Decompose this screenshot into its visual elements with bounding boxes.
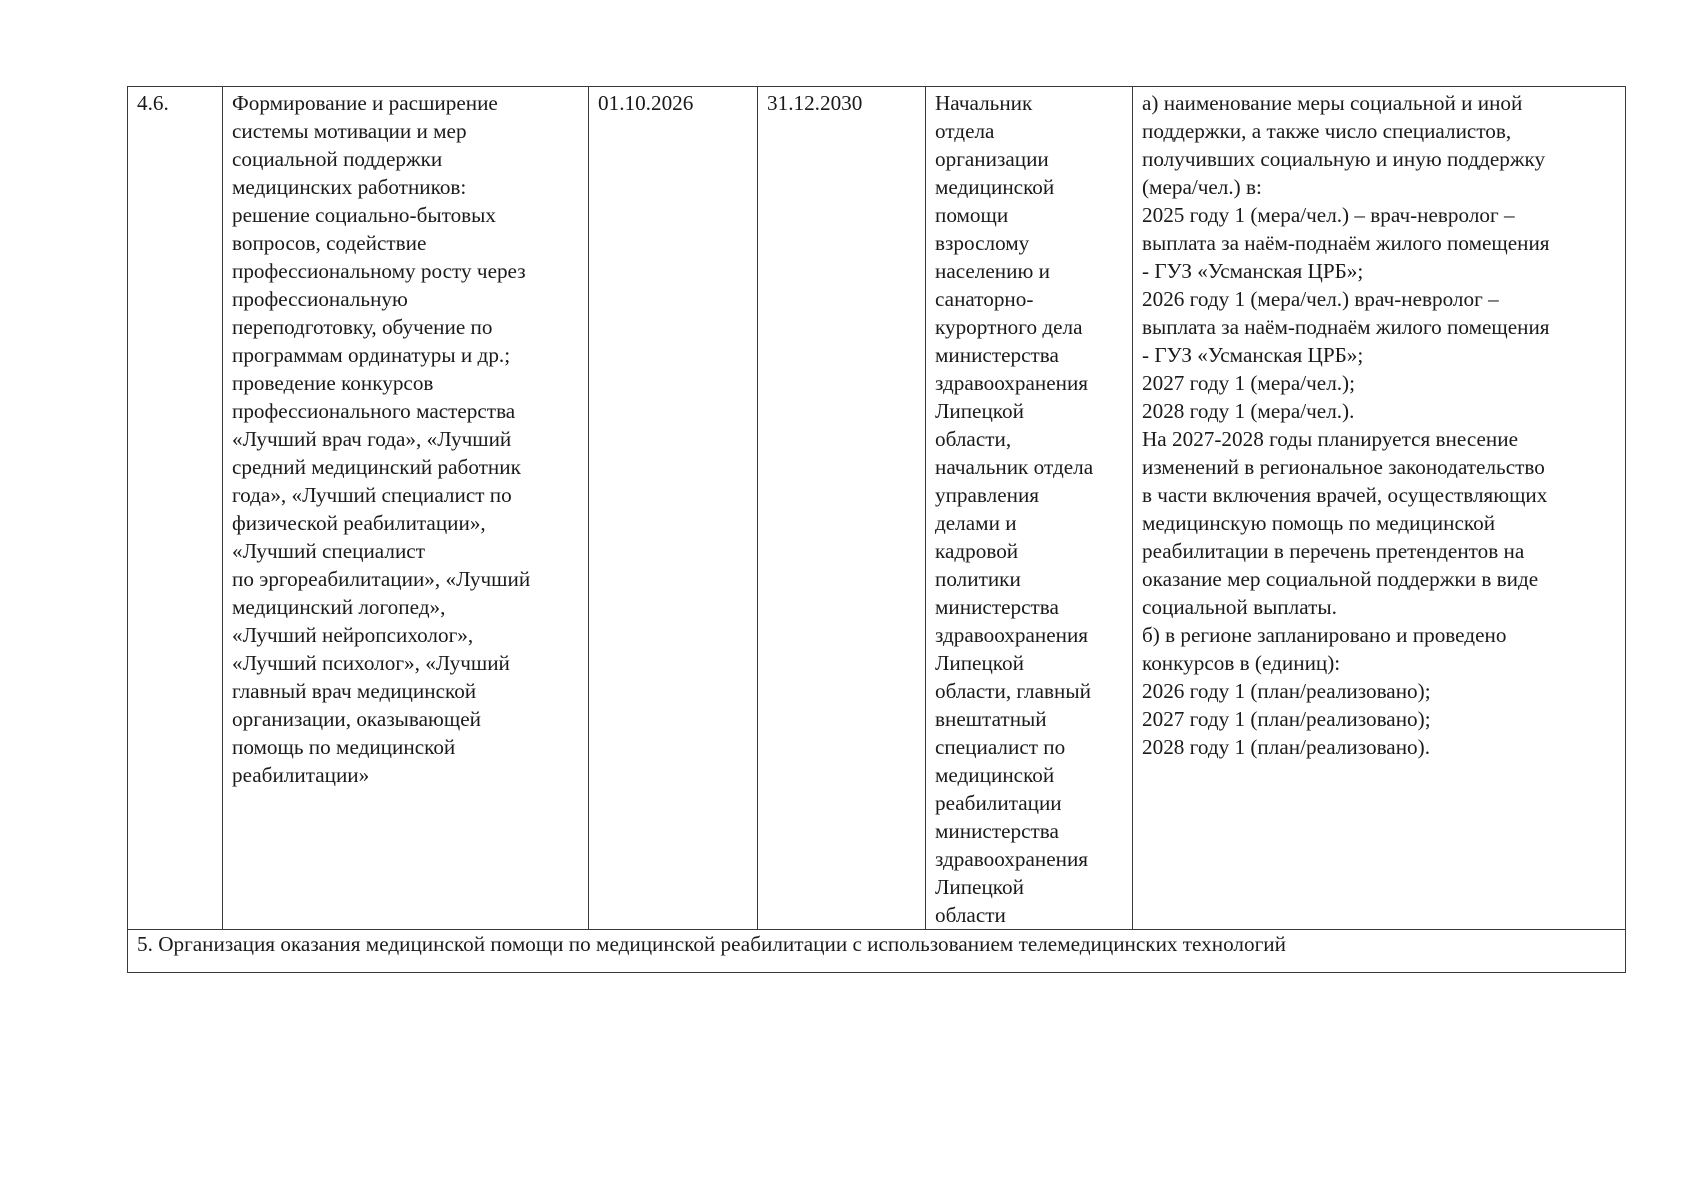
cell-text-line: делами и bbox=[935, 511, 1017, 535]
row-number-cell bbox=[128, 87, 223, 930]
cell-text-line: проведение конкурсов bbox=[232, 371, 434, 395]
cell-text-line: области, bbox=[935, 427, 1012, 451]
measures-table bbox=[127, 86, 1626, 973]
cell-text-line: «Лучший нейропсихолог», bbox=[232, 623, 474, 647]
cell-text-line: профессиональную bbox=[232, 287, 408, 311]
cell-text-line: главный врач медицинской bbox=[232, 679, 477, 703]
cell-text-line: 2028 году 1 (план/реализовано). bbox=[1142, 735, 1430, 759]
section-row bbox=[128, 930, 1626, 973]
cell-text-line: министерства bbox=[935, 595, 1059, 619]
row-number: 4.6. bbox=[137, 91, 169, 115]
cell-text-line: реабилитации» bbox=[232, 763, 370, 787]
cell-text-line: 2028 году 1 (мера/чел.). bbox=[1142, 399, 1355, 423]
cell-text-line: 2026 году 1 (план/реализовано); bbox=[1142, 679, 1431, 703]
cell-text-line: выплата за наём-поднаём жилого помещения bbox=[1142, 231, 1550, 255]
cell-text-line: социальной выплаты. bbox=[1142, 595, 1337, 619]
cell-text-line: На 2027-2028 годы планируется внесение bbox=[1142, 427, 1518, 451]
cell-text-line: Формирование и расширение bbox=[232, 91, 498, 115]
cell-text-line: (мера/чел.) в: bbox=[1142, 175, 1262, 199]
cell-text-line: профессионального мастерства bbox=[232, 399, 516, 423]
cell-text-line: реабилитации в перечень претендентов на bbox=[1142, 539, 1525, 563]
table-row bbox=[128, 87, 1626, 930]
cell-text-line: программам ординатуры и др.; bbox=[232, 343, 511, 367]
cell-text-line: внештатный bbox=[935, 707, 1047, 731]
cell-text-line: изменений в региональное законодательство bbox=[1142, 455, 1545, 479]
cell-text-line: населению и bbox=[935, 259, 1050, 283]
cell-text-line: области, главный bbox=[935, 679, 1091, 703]
cell-text-line: здравоохранения bbox=[935, 623, 1089, 647]
cell-text-line: 2027 году 1 (план/реализовано); bbox=[1142, 707, 1431, 731]
responsible-cell bbox=[926, 87, 1133, 930]
cell-text-line: управления bbox=[935, 483, 1040, 507]
cell-text-line: помощи bbox=[935, 203, 1009, 227]
start-date: 01.10.2026 bbox=[598, 91, 694, 115]
cell-text-line: переподготовку, обучение по bbox=[232, 315, 493, 339]
cell-text-line: реабилитации bbox=[935, 791, 1062, 815]
cell-text-line: по эргореабилитации», «Лучший bbox=[232, 567, 531, 591]
cell-text-line: «Лучший психолог», «Лучший bbox=[232, 651, 510, 675]
cell-text-line: министерства bbox=[935, 343, 1059, 367]
cell-text-line: начальник отдела bbox=[935, 455, 1094, 479]
cell-text-line: министерства bbox=[935, 819, 1059, 843]
cell-text-line: медицинский логопед», bbox=[232, 595, 446, 619]
cell-text-line: вопросов, содействие bbox=[232, 231, 427, 255]
cell-text-line: области bbox=[935, 903, 1006, 927]
cell-text-line: 2026 году 1 (мера/чел.) врач-невролог – bbox=[1142, 287, 1499, 311]
cell-text-line: средний медицинский работник bbox=[232, 455, 521, 479]
cell-text-line: профессиональному росту через bbox=[232, 259, 526, 283]
end-date-cell bbox=[758, 87, 926, 930]
cell-text-line: взрослому bbox=[935, 231, 1030, 255]
cell-text-line: кадровой bbox=[935, 539, 1019, 563]
cell-text-line: медицинской bbox=[935, 763, 1055, 787]
cell-text-line: - ГУЗ «Усманская ЦРБ»; bbox=[1142, 343, 1364, 367]
cell-text-line: Липецкой bbox=[935, 399, 1024, 423]
cell-text-line: «Лучший врач года», «Лучший bbox=[232, 427, 512, 451]
cell-text-line: организации bbox=[935, 147, 1049, 171]
cell-text-line: получивших социальную и иную поддержку bbox=[1142, 147, 1546, 171]
cell-text-line: помощь по медицинской bbox=[232, 735, 456, 759]
cell-text-line: Липецкой bbox=[935, 651, 1024, 675]
cell-text-line: «Лучший специалист bbox=[232, 539, 425, 563]
activity-cell bbox=[223, 87, 589, 930]
cell-text-line: медицинской bbox=[935, 175, 1055, 199]
cell-text-line: Липецкой bbox=[935, 875, 1024, 899]
result-cell bbox=[1133, 87, 1626, 930]
section-title: 5. Организация оказания медицинской помощи по медицинской реабилитации с использованием телемедицинских технологий bbox=[137, 932, 1286, 956]
cell-text-line: решение социально-бытовых bbox=[232, 203, 497, 227]
cell-text-line: а) наименование меры социальной и иной bbox=[1142, 91, 1523, 115]
cell-text-line: в части включения врачей, осуществляющих bbox=[1142, 483, 1548, 507]
cell-text-line: системы мотивации и мер bbox=[232, 119, 467, 143]
cell-text-line: физической реабилитации», bbox=[232, 511, 486, 535]
cell-text-line: конкурсов в (единиц): bbox=[1142, 651, 1341, 675]
cell-text-line: поддержки, а также число специалистов, bbox=[1142, 119, 1512, 143]
cell-text-line: б) в регионе запланировано и проведено bbox=[1142, 623, 1507, 647]
cell-text-line: организации, оказывающей bbox=[232, 707, 481, 731]
cell-text-line: политики bbox=[935, 567, 1021, 591]
cell-text-line: курортного дела bbox=[935, 315, 1083, 339]
section-title-cell bbox=[128, 930, 1626, 973]
cell-text-line: санаторно- bbox=[935, 287, 1034, 311]
cell-text-line: года», «Лучший специалист по bbox=[232, 483, 512, 507]
cell-text-line: социальной поддержки bbox=[232, 147, 443, 171]
start-date-cell bbox=[589, 87, 758, 930]
cell-text-line: 2025 году 1 (мера/чел.) – врач-невролог – bbox=[1142, 203, 1515, 227]
cell-text-line: - ГУЗ «Усманская ЦРБ»; bbox=[1142, 259, 1364, 283]
end-date: 31.12.2030 bbox=[767, 91, 863, 115]
cell-text-line: медицинских работников: bbox=[232, 175, 467, 199]
cell-text-line: оказание мер социальной поддержки в виде bbox=[1142, 567, 1539, 591]
cell-text-line: Начальник bbox=[935, 91, 1033, 115]
cell-text-line: здравоохранения bbox=[935, 847, 1089, 871]
cell-text-line: медицинскую помощь по медицинской bbox=[1142, 511, 1496, 535]
cell-text-line: здравоохранения bbox=[935, 371, 1089, 395]
cell-text-line: отдела bbox=[935, 119, 995, 143]
cell-text-line: специалист по bbox=[935, 735, 1066, 759]
cell-text-line: выплата за наём-поднаём жилого помещения bbox=[1142, 315, 1550, 339]
cell-text-line: 2027 году 1 (мера/чел.); bbox=[1142, 371, 1356, 395]
